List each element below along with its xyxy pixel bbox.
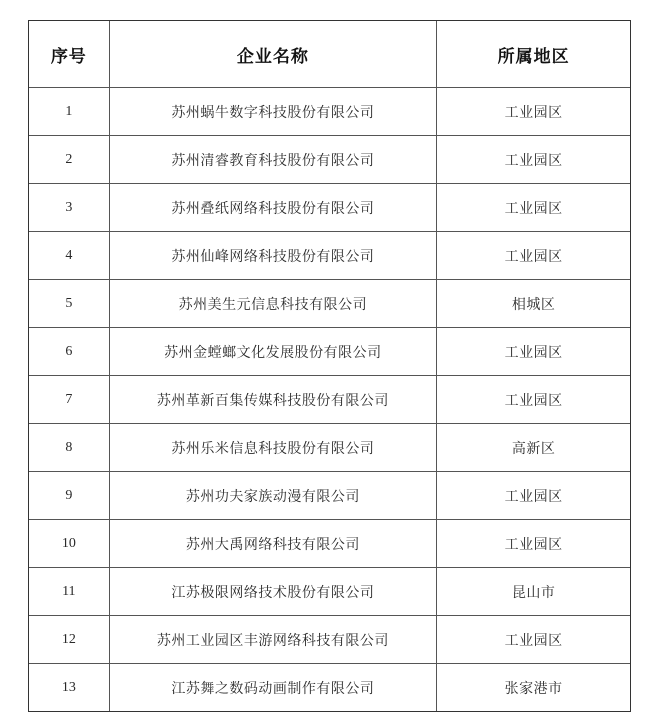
row-region: 工业园区 [437, 616, 630, 664]
row-index: 12 [29, 616, 109, 664]
row-region: 相城区 [437, 280, 630, 328]
table-row [29, 88, 630, 136]
table-row [29, 472, 630, 520]
company-table-container [28, 20, 631, 712]
row-index: 3 [29, 184, 109, 232]
row-index: 6 [29, 328, 109, 376]
table-row [29, 424, 630, 472]
row-region: 工业园区 [437, 328, 630, 376]
row-index: 2 [29, 136, 109, 184]
table-row [29, 616, 630, 664]
table-row [29, 376, 630, 424]
row-region: 工业园区 [437, 232, 630, 280]
row-region: 工业园区 [437, 88, 630, 136]
table-row [29, 664, 630, 712]
row-company: 苏州蜗牛数字科技股份有限公司 [109, 88, 437, 136]
table-row [29, 280, 630, 328]
row-region: 昆山市 [437, 568, 630, 616]
row-company: 江苏舞之数码动画制作有限公司 [109, 664, 437, 712]
table-row [29, 184, 630, 232]
row-index: 13 [29, 664, 109, 712]
row-company: 江苏极限网络技术股份有限公司 [109, 568, 437, 616]
row-company: 苏州大禹网络科技有限公司 [109, 520, 437, 568]
row-index: 10 [29, 520, 109, 568]
table-row [29, 232, 630, 280]
row-region: 高新区 [437, 424, 630, 472]
table-row [29, 136, 630, 184]
header-company: 企业名称 [109, 21, 437, 88]
header-index: 序号 [29, 21, 109, 88]
row-region: 工业园区 [437, 184, 630, 232]
row-region: 工业园区 [437, 376, 630, 424]
row-index: 11 [29, 568, 109, 616]
row-company: 苏州仙峰网络科技股份有限公司 [109, 232, 437, 280]
row-region: 张家港市 [437, 664, 630, 712]
row-region: 工业园区 [437, 520, 630, 568]
row-index: 9 [29, 472, 109, 520]
row-company: 苏州美生元信息科技有限公司 [109, 280, 437, 328]
row-company: 苏州乐米信息科技股份有限公司 [109, 424, 437, 472]
row-company: 苏州功夫家族动漫有限公司 [109, 472, 437, 520]
row-index: 4 [29, 232, 109, 280]
row-company: 苏州金螳螂文化发展股份有限公司 [109, 328, 437, 376]
table-row [29, 328, 630, 376]
header-row [29, 21, 630, 88]
row-company: 苏州革新百集传媒科技股份有限公司 [109, 376, 437, 424]
company-table [29, 21, 630, 711]
row-index: 8 [29, 424, 109, 472]
table-row [29, 568, 630, 616]
header-region: 所属地区 [437, 21, 630, 88]
row-company: 苏州工业园区丰游网络科技有限公司 [109, 616, 437, 664]
table-body [29, 88, 630, 712]
table-header [29, 21, 630, 88]
row-company: 苏州叠纸网络科技股份有限公司 [109, 184, 437, 232]
row-index: 1 [29, 88, 109, 136]
table-row [29, 520, 630, 568]
row-company: 苏州清睿教育科技股份有限公司 [109, 136, 437, 184]
row-index: 5 [29, 280, 109, 328]
row-region: 工业园区 [437, 136, 630, 184]
row-region: 工业园区 [437, 472, 630, 520]
row-index: 7 [29, 376, 109, 424]
